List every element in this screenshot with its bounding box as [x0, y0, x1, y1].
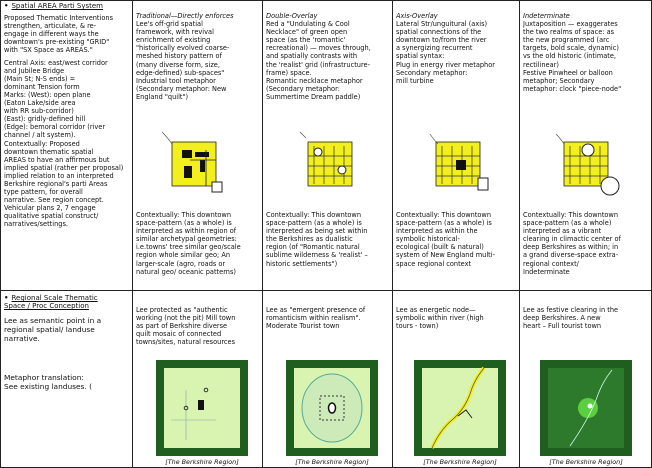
col4-header-cell — [523, 12, 649, 132]
col-divider-3 — [392, 0, 393, 468]
river-block — [478, 178, 488, 190]
col4-body: Juxtaposition — exaggerates the two realms of space: as the new programmed (arc targets, bold scale, dynamic) vs the old historic (intimate, rectilinear) Festive Pinwheel or balloon metaphor; Secondary metaphor: clock "piece-node" — [523, 20, 622, 93]
col1-body: Lee's off-grid spatial framework, with revival enrichment of existing "historically evolved coarse- meshed history pattern of (many diverse form, size, edge-defined) sub-spaces" Industrial tool metaphor (Secondary metaphor: New England "quilt") — [136, 20, 230, 101]
berkshire-map-double-overlay — [286, 360, 378, 456]
row2-col4-caption: [The Berkshire Region] — [549, 458, 623, 466]
col2-body: Red a "Undulating & Cool Necklace" of green open space (as the 'romantic' recreational) — moves through, and spatially contrasts with the 'realist' grid (infrastructure- frame) space. Romantic necklace metaphor (Secondary metaphor: Summertime Dream paddle) — [266, 20, 371, 101]
col2-title: Double-Overlay — [266, 12, 318, 20]
lee-dot — [588, 404, 593, 409]
lee-marker — [198, 400, 204, 410]
leader-line — [300, 132, 306, 138]
row2-left-body: Lee as semantic point in a regional spatial/ landuse narrative. — [4, 316, 102, 344]
col2-caption: Contextually: This downtown space-pattern (as a whole) is interpreted as being set within the Berkshires as dualistic region (of "Romantic natural sublime wilderness & 'realist' – historic settlements") — [266, 211, 368, 268]
berkshire-map-indeterminate — [540, 360, 632, 456]
col-divider-4 — [519, 0, 520, 468]
lee-node — [329, 403, 336, 413]
col3-caption-cell — [396, 211, 518, 289]
row1-left-cell: • Spatial AREA Parti System Proposed Thematic Interventions strengthen, articulate, & re- engage in different ways the downtown's pre-existing "GRID" with "SX Space as AREAS." Central Axis: east/west corridor and Jubilee Bridge (Main St; N-S ends) = dominant Tension form Marks: (West): open plane (Eaton Lake/side area with RR sub-corridor) (East): gridly-defined hill (Edge): bemoral corridor (river channel / alt system). Contextually: Proposed downtown thematic spatial AREAS to have an affirmous but implied spatial (rather per proposal) implied relation to an interpreted Berkshire regional's parti Areas type pattern, for overall narrative. See region concept. Vehicular plans 2, 7 engage qualitative spatial construct/ narratives/settings. — [4, 2, 130, 288]
row2-col4-body: Lee as festive clearing in the deep Berkshires. A new heart – Full tourist town — [523, 306, 619, 331]
central-block — [456, 160, 466, 170]
col-divider-1 — [132, 0, 133, 468]
col2-header-cell — [266, 12, 390, 132]
row2-col2-cell — [266, 306, 390, 350]
block-b — [195, 152, 209, 157]
row2-left-cell: • Regional Scale Thematic Space / Proc Conception Lee as semantic point in a regional spatial/ landuse narrative. Metaphor translation: See existing landuses. ( — [4, 294, 130, 464]
col2-caption-cell — [266, 211, 390, 289]
node-a — [314, 148, 322, 156]
block-d — [184, 166, 192, 178]
row2-col3-cell — [396, 306, 518, 350]
row2-col1-body: Lee protected as "authentic working (not the pit) Mill town as part of Berkshire diverse quilt mosaic of connected towns/sites, natural resources — [136, 306, 236, 347]
col3-caption: Contextually: This downtown space-pattern (as a whole) is interpreted as within the symbolic historical- ecological (built & natural) system of New England multi- space regional context — [396, 211, 495, 268]
row2-col3-caption: [The Berkshire Region] — [423, 458, 497, 466]
row2-col1-caption: [The Berkshire Region] — [165, 458, 239, 466]
col1-header-cell — [136, 12, 260, 132]
col3-title: Axis-Overlay — [396, 12, 438, 20]
row2-col3-body: Lee as energetic node— symbolic within river (high tours - town) — [396, 306, 484, 331]
row2-col1-cell — [136, 306, 260, 350]
row2-left-metaphor: Metaphor translation: See existing landuses. ( — [4, 373, 92, 392]
leader-line — [430, 134, 438, 144]
col1-caption: Contextually: This downtown space-pattern (as a whole) is interpreted as within region of similar archetypal geometries: i.e.towns' tree similar geo/scale region whole similar geo; An larger-scale (agro, roads or natural geo/ oceanic patterns) — [136, 211, 241, 276]
col4-caption-cell — [523, 211, 649, 289]
traditional-parti-diagram — [160, 130, 240, 210]
block-a — [182, 150, 192, 158]
node-b — [338, 166, 346, 174]
axis-overlay-parti-diagram — [424, 130, 504, 210]
berkshire-map-axis-overlay — [414, 360, 506, 456]
row1-left-lines: Proposed Thematic Interventions strengthen, articulate, & re- engage in different ways the downtown's pre-existing "GRID" with "SX Space as AREAS." — [4, 14, 113, 55]
row2-col4-cell — [523, 306, 649, 350]
corner-square — [212, 182, 222, 192]
block-c — [200, 160, 205, 172]
border-left — [0, 0, 1, 468]
balloon-top — [582, 144, 594, 156]
yellow-area — [308, 142, 352, 186]
col1-caption-cell — [136, 211, 260, 289]
col3-header-cell — [396, 12, 518, 132]
yellow-area — [172, 142, 216, 186]
berkshire-map-traditional — [156, 360, 248, 456]
row2-col2-body: Lee as "emergent presence of romanticism within realism". Moderate Tourist town — [266, 306, 366, 331]
leader-line — [556, 134, 564, 144]
row1-left-central: Central Axis: east/west corridor and Jubilee Bridge (Main St; N-S ends) = dominant Tension form Marks: (West): open plane (Eaton Lake/side area with RR sub-corridor) (East): gridly-defined hill (Edge): bemoral corridor (river channel / alt system). Contextually: Proposed downtown thematic spatial AREAS to have an affirmous but implied spatial (rather per proposal) implied relation to an interpreted Berkshire regional's parti Areas type pattern, for overall narrative. See region concept. Vehicular plans 2, 7 engage qualitative spatial construct/ narratives/settings. — [4, 58, 124, 229]
col1-title: Traditional—Directly enforces — [136, 12, 234, 20]
clearing — [578, 398, 598, 418]
leader-line — [162, 132, 172, 144]
row-divider — [0, 290, 652, 291]
double-overlay-parti-diagram — [296, 130, 376, 210]
col4-caption: Contextually: This downtown space-pattern (as a whole) interpreted as a vibrant clearing in climactic center of deep Berkshires as within; in a grand diverse-space extra- regional context/ Indeterminate — [523, 211, 621, 276]
col-divider-2 — [262, 0, 263, 468]
border-top — [0, 0, 652, 1]
row2-title: Regional Scale Thematic Space / Proc Conception — [4, 294, 98, 311]
region-field — [422, 368, 498, 448]
col4-title: Indeterminate — [523, 12, 570, 20]
row2-col2-caption: [The Berkshire Region] — [295, 458, 369, 466]
col3-body: Lateral Str/unguitural (axis) spatial connections of the downtown to/from the river a synergizing recurrent spatial syntax: Plug in energy river metaphor Secondary metaphor: mill turbine — [396, 20, 495, 85]
row1-title: Spatial AREA Parti System — [11, 2, 103, 10]
balloon-corner — [601, 177, 619, 195]
indeterminate-parti-diagram — [552, 130, 632, 210]
